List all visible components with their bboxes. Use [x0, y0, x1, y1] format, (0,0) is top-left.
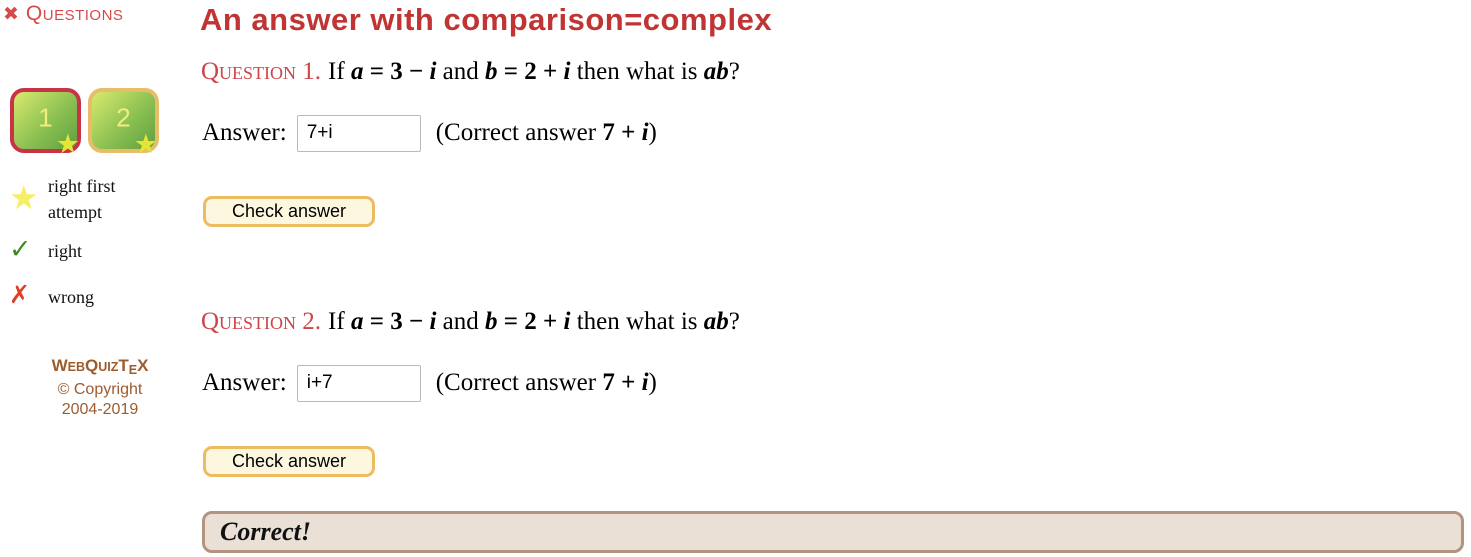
feedback-text: Correct!: [220, 517, 311, 546]
legend-wrong-icon: ✗: [9, 280, 30, 309]
page-title: An answer with comparison=complex: [200, 2, 773, 37]
question-text-part: If: [328, 308, 351, 335]
question-text-part: b: [485, 308, 498, 335]
check-answer-button-2[interactable]: Check answer: [203, 446, 375, 477]
questions-header-label: Questions: [25, 2, 124, 25]
brand-letter: E: [128, 363, 138, 377]
question-text-part: = 2 +: [497, 58, 564, 85]
question-nav-button-1[interactable]: [10, 88, 81, 160]
brand-letter: Q: [84, 356, 99, 375]
answer-label: Answer:: [202, 119, 287, 146]
answer-row-2: [202, 363, 657, 403]
question-text-part: and: [436, 58, 486, 85]
question-number: 2: [116, 101, 131, 132]
question-text-part: ab: [703, 308, 729, 335]
question-text-part: = 3 −: [363, 58, 430, 85]
question-1-row: [201, 58, 740, 86]
answer-row-1: [202, 113, 657, 153]
legend-star-icon: ★: [9, 178, 39, 217]
question-text-part: ?: [728, 308, 740, 335]
question-text-part: ?: [728, 58, 740, 85]
star-icon: ★: [55, 129, 80, 160]
question-text-part: and: [436, 308, 486, 335]
legend-label-right: right: [48, 241, 82, 261]
brand-letter: EB: [67, 360, 85, 374]
correct-note-part: (Correct answer: [435, 369, 603, 396]
question-label: Question 1.: [201, 58, 322, 85]
answer-label: Answer:: [202, 369, 287, 396]
correct-answer-note: [436, 369, 657, 397]
star-icon: ★: [133, 129, 158, 160]
brand-logo: [0, 356, 200, 380]
legend-label-right-first-attempt: right first attempt: [48, 176, 116, 222]
correct-note-part: (Correct answer: [435, 119, 603, 146]
question-text-part: a: [350, 308, 364, 335]
copyright-years: 2004-2019: [61, 401, 139, 418]
check-answer-button-1[interactable]: Check answer: [203, 196, 375, 227]
question-text-part: a: [350, 58, 364, 85]
question-2-row: [201, 308, 740, 336]
correct-note-part: i: [641, 369, 649, 396]
question-text-part: = 2 +: [497, 308, 564, 335]
question-number: 1: [38, 101, 53, 132]
question-text-part: then what is: [570, 308, 704, 335]
question-text-part: If: [328, 58, 351, 85]
close-icon[interactable]: ✖: [3, 3, 19, 25]
question-nav-button-2[interactable]: [88, 88, 159, 160]
brand-letter: T: [118, 356, 129, 375]
question-text-part: i: [429, 308, 437, 335]
correct-note-part: 7 +: [602, 369, 642, 396]
question-text-part: i: [563, 308, 571, 335]
feedback-banner: [202, 511, 1464, 553]
webquiztex-footer: [0, 356, 200, 420]
brand-letter: W: [51, 356, 68, 375]
answer-input-2[interactable]: [297, 365, 421, 402]
brand-letter: X: [137, 356, 149, 375]
question-text-part: b: [485, 58, 498, 85]
correct-note-part: ): [648, 369, 657, 396]
legend-check-icon: ✓: [9, 234, 32, 265]
questions-header: [3, 2, 123, 26]
question-text-part: then what is: [570, 58, 704, 85]
brand-letter: UIZ: [98, 360, 119, 374]
question-text-part: i: [429, 58, 437, 85]
answer-input-1[interactable]: [297, 115, 421, 152]
question-label: Question 2.: [201, 308, 322, 335]
question-text-part: = 3 −: [363, 308, 430, 335]
correct-answer-note: [436, 119, 657, 147]
legend-label-wrong: wrong: [48, 287, 94, 307]
copyright-line: © Copyright: [57, 381, 143, 398]
correct-note-part: i: [641, 119, 649, 146]
correct-note-part: ): [648, 119, 657, 146]
question-text-part: i: [563, 58, 571, 85]
correct-note-part: 7 +: [602, 119, 642, 146]
question-text-part: ab: [703, 58, 729, 85]
